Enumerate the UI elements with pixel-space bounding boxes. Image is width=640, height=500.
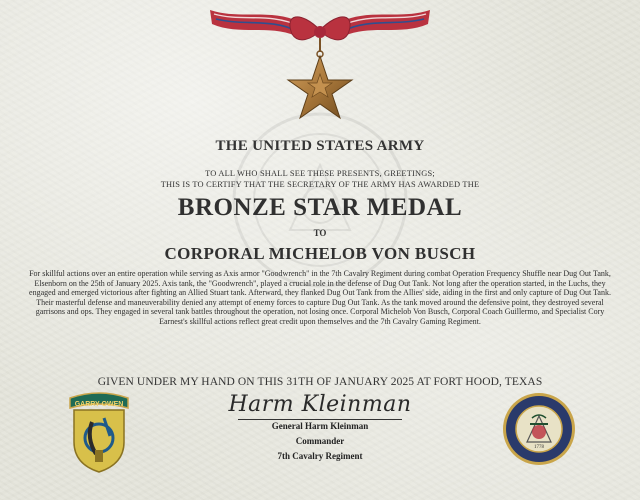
signer-rank: Commander — [295, 436, 345, 446]
recipient-name: CORPORAL MICHELOB VON BUSCH — [164, 244, 476, 263]
award-name: BRONZE STAR MEDAL — [177, 194, 463, 221]
intro-text — [0, 168, 640, 190]
emblem-motto: GARRY OWEN — [74, 401, 124, 408]
intro-greeting: TO ALL WHO SHALL SEE THESE PRESENTS, GREETINGS; — [205, 169, 435, 178]
issuing-authority-title: THE UNITED STATES ARMY — [215, 138, 425, 154]
award-to-label: TO — [313, 228, 327, 238]
seventh-cavalry-emblem-icon — [66, 392, 132, 474]
citation-text: For skillful actions over an entire operation while serving as Axis armor "Goodwrench" in the 7th Cavalry Regiment during combat Operation Frequency Shuffle near Dug Out Tank, Elsenborn on the 25th of January 2025. Axis tank, the "Goodwrench", played a crucial role in the defense of Dug Out Tank. Not long after the operation started, in the Luchs, they engaged and emerged victorious after fighting an Allied Stuart tank. Afterward, they flanked Dug Out Tank from the Allies' side, aiding in the first and only capture of Dug Out Tank. Their masterful defense and maneuverability denied any attempt of enemy forces to capture Dug Out Tank. As the tank moved around the defensive point, they destroyed several garrisons and ops. They engaged in several tank battles throughout the operation, not losing once. Corporal Michelob Von Busch, Corporal Coach Guillermo, and Specialist Cory Earnest's skillful actions reflect great credit upon themselves and the 7th Cavalry Gaming Regiment. — [29, 269, 611, 326]
signer-name: General Harm Kleinman — [271, 421, 369, 431]
intro-certify: THIS IS TO CERTIFY THAT THE SECRETARY OF THE ARMY HAS AWARDED THE — [160, 180, 480, 189]
bronze-star-medal-icon — [200, 0, 440, 130]
signature-line — [238, 419, 402, 420]
seal-year: 1778 — [534, 445, 544, 450]
signer-unit: 7th Cavalry Regiment — [277, 451, 363, 461]
handwritten-signature: Harm Kleinman — [228, 392, 412, 417]
given-statement: GIVEN UNDER MY HAND ON THIS 31TH OF JANUARY 2025 AT FORT HOOD, TEXAS — [97, 376, 543, 388]
department-of-army-seal-icon — [502, 392, 576, 466]
